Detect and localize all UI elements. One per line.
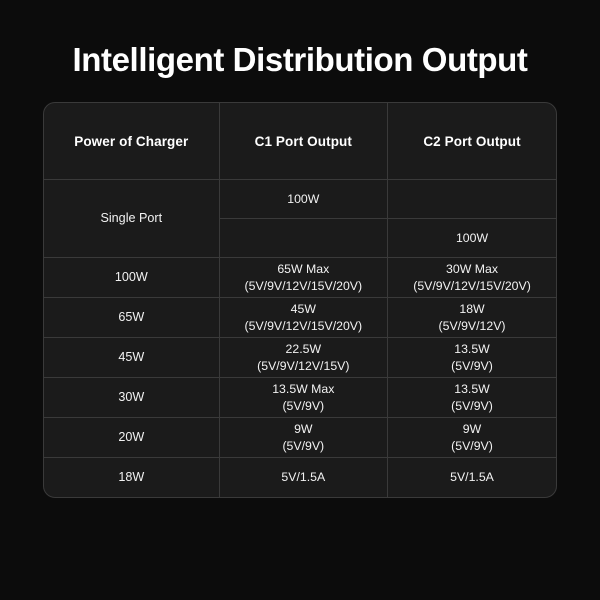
- c1-output-main: 5V/1.5A: [281, 470, 326, 485]
- c1-output-voltages: (5V/9V): [282, 398, 325, 413]
- c1-output-voltages: (5V/9V): [282, 438, 325, 453]
- cell-charger-power: 20W: [44, 418, 219, 458]
- c2-output-main: 18W: [459, 302, 485, 317]
- table-header: [44, 103, 556, 180]
- cell-c2-output: [388, 298, 556, 338]
- c1-output-main: 9W: [294, 422, 313, 437]
- cell-c1-output: [219, 298, 387, 338]
- cell-c2-output: [388, 378, 556, 418]
- cell-c2-output: [388, 258, 556, 298]
- c2-output-main: 5V/1.5A: [450, 470, 494, 485]
- cell-c2-output: [388, 458, 556, 498]
- table-row: [44, 258, 556, 298]
- cell-single-port-c2: 100W: [388, 219, 556, 258]
- cell-c2-output: [388, 418, 556, 458]
- table-body: [44, 180, 556, 498]
- table-row: [44, 378, 556, 418]
- c1-output-main: 45W: [290, 302, 316, 317]
- distribution-table: [44, 103, 556, 497]
- table-header-row: [44, 103, 556, 180]
- cell-c1-output: [219, 258, 387, 298]
- c2-output-main: 13.5W: [454, 342, 490, 357]
- c1-output-voltages: (5V/9V/12V/15V): [257, 358, 350, 373]
- cell-single-port-c1-empty: [219, 219, 387, 258]
- cell-c2-output: [388, 338, 556, 378]
- c1-output-voltages: (5V/9V/12V/15V/20V): [244, 278, 363, 293]
- c2-output-voltages: (5V/9V): [451, 358, 493, 373]
- column-header-c2-port-output: C2 Port Output: [388, 103, 556, 180]
- table-row: [44, 418, 556, 458]
- table-row: [44, 180, 556, 219]
- c1-output-main: 13.5W Max: [272, 382, 335, 397]
- cell-single-port-label: Single Port: [44, 180, 219, 258]
- c1-output-voltages: (5V/9V/12V/15V/20V): [244, 318, 363, 333]
- table-row: [44, 338, 556, 378]
- cell-charger-power: 45W: [44, 338, 219, 378]
- c2-output-main: 9W: [462, 422, 482, 437]
- c2-output-main: 13.5W: [454, 382, 490, 397]
- cell-single-port-c2-empty: [388, 180, 556, 219]
- c2-output-main: 30W Max: [446, 262, 498, 277]
- cell-charger-power: 100W: [44, 258, 219, 298]
- cell-charger-power: 65W: [44, 298, 219, 338]
- cell-c1-output: [219, 338, 387, 378]
- c2-output-voltages: (5V/9V/12V/15V/20V): [413, 278, 531, 293]
- c2-output-voltages: (5V/9V/12V): [438, 318, 506, 333]
- c2-output-voltages: (5V/9V): [451, 398, 493, 413]
- c2-output-voltages: (5V/9V): [451, 438, 493, 453]
- table-row: [44, 458, 556, 498]
- cell-charger-power: 18W: [44, 458, 219, 498]
- column-header-c1-port-output: C1 Port Output: [219, 103, 387, 180]
- cell-charger-power: 30W: [44, 378, 219, 418]
- cell-c1-output: [219, 458, 387, 498]
- table-row: [44, 298, 556, 338]
- cell-c1-output: [219, 418, 387, 458]
- cell-single-port-c1: 100W: [219, 180, 387, 219]
- c1-output-main: 22.5W: [285, 342, 322, 357]
- distribution-table-container: [43, 102, 557, 498]
- page-title: Intelligent Distribution Output: [72, 41, 528, 78]
- column-header-power-of-charger: Power of Charger: [44, 103, 219, 180]
- cell-c1-output: [219, 378, 387, 418]
- c1-output-main: 65W Max: [277, 262, 330, 277]
